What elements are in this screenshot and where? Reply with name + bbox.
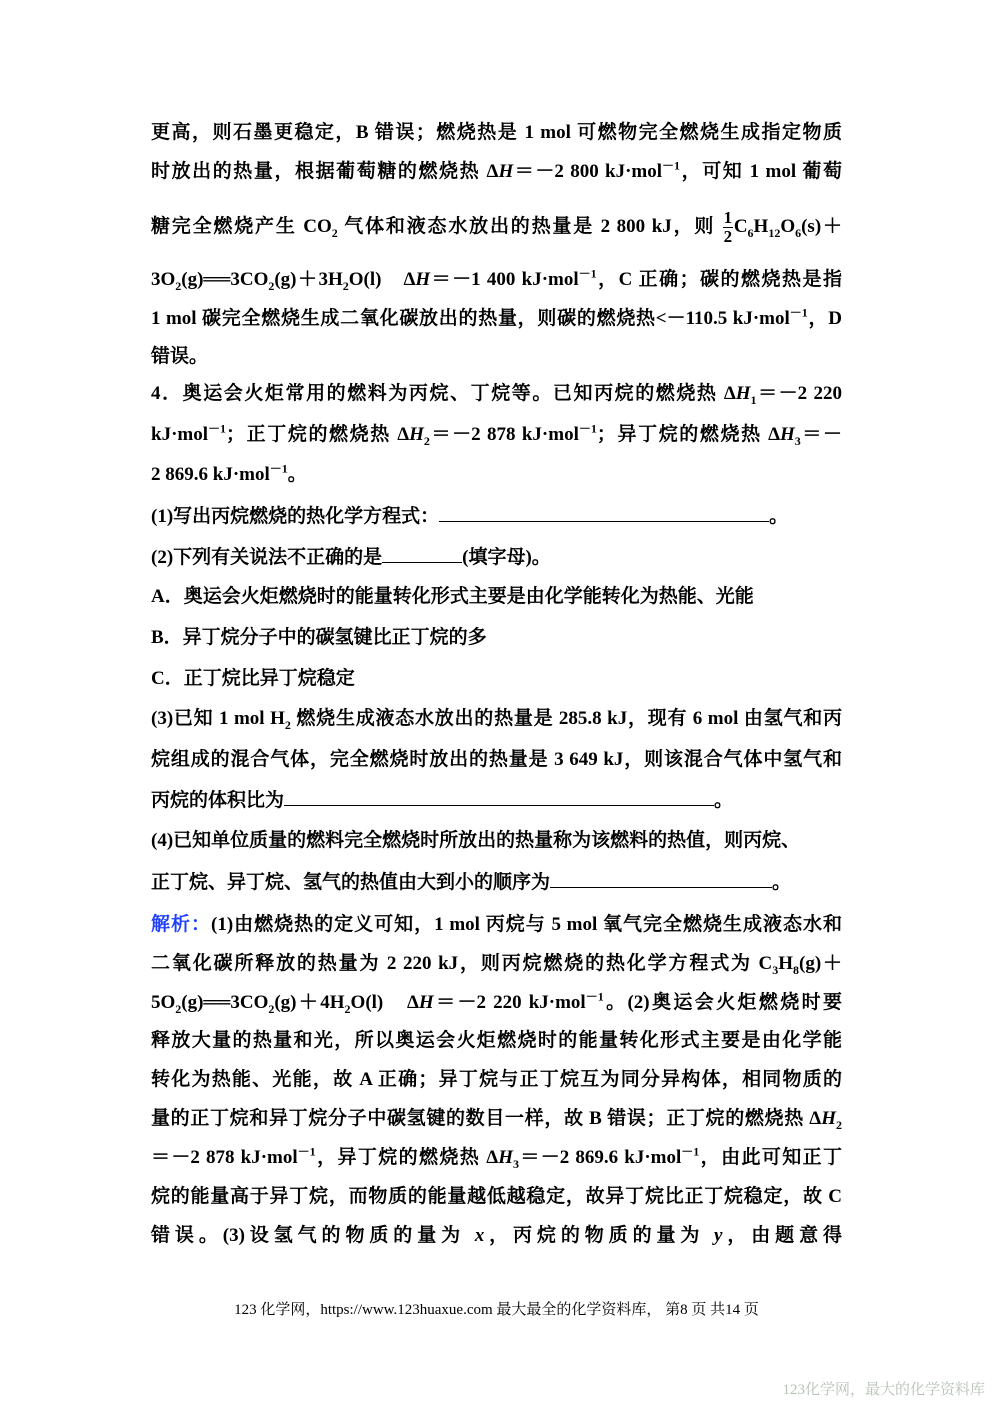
text-run: 4．奥运会火炬常用的燃料为丙烷、丁烷等。已知丙烷的燃烧热 Δ: [151, 383, 736, 404]
italic-symbol: H: [409, 424, 424, 445]
text-run: 。: [769, 506, 789, 527]
text-run: C．正丁烷比异丁烷稳定: [151, 668, 355, 689]
text-run: 释放大量的热量和光，所以奥运会火炬燃烧时的能量转化形式主要是由化学能: [151, 1030, 842, 1051]
text-line: [151, 120, 842, 146]
text-line: [151, 787, 842, 813]
watermark: 123化学网，最大的化学资料库: [782, 1382, 985, 1398]
text-line: [151, 747, 842, 773]
text-run: 转化为热能、光能，故 A 正确；异丁烷与正丁烷互为同分异构体，相同物质的: [151, 1069, 842, 1090]
italic-symbol: H: [498, 1147, 513, 1168]
text-run: 二氧化碳所释放的热量为 2 220 kJ，则丙烷燃烧的热化学方程式为 C: [151, 953, 773, 974]
text-run: 更高，则石墨更稳定，B 错误；燃烧热是 1 mol 可燃物完全燃烧生成指定物质: [151, 122, 842, 143]
answer-blank[interactable]: [284, 787, 714, 806]
subscript: 2: [836, 1117, 842, 1132]
text-run: C: [733, 216, 748, 237]
text-run: O: [780, 216, 796, 237]
answer-blank[interactable]: [550, 869, 772, 888]
answer-blank[interactable]: [382, 544, 462, 563]
text-run: 。: [287, 464, 307, 485]
text-run: ，D: [807, 308, 842, 329]
supscript: －1: [578, 266, 597, 281]
text-run: 气体和液态水放出的热量是 2 800 kJ，则: [337, 216, 722, 237]
text-run: ＝－2 220 kJ·mol: [433, 992, 586, 1013]
text-run: ＝－2 869.6 kJ·mol: [518, 1147, 682, 1168]
text-line: [151, 503, 842, 529]
text-run: 错误。(3)设氢气的物质的量为: [151, 1225, 475, 1246]
text-line: [151, 422, 842, 448]
text-line: [151, 306, 842, 332]
text-line: [151, 1028, 842, 1054]
supscript: －1: [269, 461, 288, 476]
text-run: 2 869.6 kJ·mol: [151, 464, 270, 485]
text-line: [151, 1184, 842, 1210]
text-run: ；异丁烷的燃烧热 Δ: [596, 424, 780, 445]
text-line: [151, 869, 842, 895]
text-run: 5O: [151, 992, 176, 1013]
text-run: 。: [772, 872, 792, 893]
italic-symbol: x: [474, 1225, 485, 1246]
text-run: (g)＋: [799, 953, 843, 974]
text-line: [151, 544, 842, 570]
subscript: 2: [175, 1001, 182, 1016]
subscript: 2: [268, 278, 275, 293]
supscript: －1: [585, 989, 604, 1004]
italic-symbol: H: [821, 1108, 836, 1129]
text-run: kJ·mol: [151, 424, 209, 445]
italic-symbol: H: [418, 992, 434, 1013]
text-run: H: [778, 953, 793, 974]
text-line: [151, 706, 842, 732]
text-run: ，由题意得: [722, 1225, 842, 1246]
supscript: －1: [297, 1144, 316, 1159]
text-line: [151, 951, 842, 977]
supscript: －1: [681, 1144, 700, 1159]
denominator: 2: [723, 227, 733, 247]
supscript: －1: [208, 421, 227, 436]
subscript: 3: [512, 1156, 519, 1171]
text-run: (1)由燃烧热的定义可知，1 mol 丙烷与 5 mol 氧气完全燃烧生成液态水和: [211, 914, 842, 935]
text-line: [151, 1106, 842, 1132]
text-run: ，可知 1 mol 葡萄: [680, 161, 842, 182]
subscript: 2: [344, 1001, 351, 1016]
supscript: －1: [662, 158, 681, 173]
text-run: 3O: [151, 269, 176, 290]
text-run: ＝－2 878 kJ·mol: [429, 424, 579, 445]
text-run: ，由此可知正丁: [699, 1147, 842, 1168]
text-run: 。: [714, 790, 734, 811]
text-line: [151, 381, 842, 407]
text-line: [151, 1223, 842, 1249]
text-run: 糖完全燃烧产生 CO: [151, 216, 332, 237]
text-run: ，异丁烷的燃烧热 Δ: [315, 1147, 499, 1168]
subscript: 3: [794, 433, 801, 448]
text-run: 烷组成的混合气体，完全燃烧时放出的热量是 3 649 kJ，则该混合气体中氢气和: [151, 749, 842, 770]
text-run: ＝－2 800 kJ·mol: [513, 161, 663, 182]
text-run: (g)＋3H: [274, 269, 343, 290]
text-run: 时放出的热量，根据葡萄糖的燃烧热 Δ: [151, 161, 499, 182]
text-run: ＝－1 400 kJ·mol: [430, 269, 579, 290]
text-line: [151, 625, 842, 651]
page-footer: 123 化学网，https://www.123huaxue.com 最大最全的化学资料库， 第8 页 共14 页: [234, 1302, 759, 1318]
text-run: O(l) Δ: [350, 992, 419, 1013]
subscript: 3: [772, 962, 779, 977]
text-line: [151, 666, 842, 692]
text-run: 正丁烷、异丁烷、氢气的热值由大到小的顺序为: [151, 872, 551, 893]
text-run: 量的正丁烷和异丁烷分子中碳氢键的数目一样，故 B 错误；正丁烷的燃烧热 Δ: [151, 1108, 822, 1129]
italic-symbol: H: [735, 383, 751, 404]
text-run: H: [753, 216, 769, 237]
text-run: ；正丁烷的燃烧热 Δ: [226, 424, 410, 445]
subscript: 12: [768, 225, 781, 240]
text-run: (1)写出丙烷燃烧的热化学方程式：: [151, 506, 440, 527]
fraction: [723, 209, 733, 246]
text-line: [151, 159, 842, 185]
text-line: [151, 267, 842, 293]
text-run: (g)══3CO: [181, 269, 269, 290]
text-run: O(l) Δ: [348, 269, 416, 290]
text-run: ＝－2 878 kJ·mol: [151, 1147, 298, 1168]
text-run: (3)已知 1 mol H: [151, 708, 285, 729]
text-run: (g)══3CO: [181, 992, 269, 1013]
subscript: 8: [793, 962, 799, 977]
italic-symbol: H: [779, 424, 795, 445]
text-run: ，丙烷的物质的量为: [484, 1225, 714, 1246]
text-run: 错误。: [151, 346, 209, 367]
analysis-label: 解析：: [151, 914, 211, 935]
text-run: ＝－2 220: [756, 383, 842, 404]
italic-symbol: H: [415, 269, 431, 290]
subscript: 2: [342, 278, 349, 293]
subscript: 6: [747, 225, 754, 240]
supscript: －1: [578, 421, 597, 436]
subscript: 2: [284, 717, 291, 732]
text-run: B．异丁烷分子中的碳氢键比正丁烷的多: [151, 627, 487, 648]
text-line: [151, 990, 842, 1016]
italic-symbol: y: [713, 1225, 723, 1246]
supscript: －1: [789, 305, 808, 320]
text-run: ，C 正确；碳的燃烧热是指: [596, 269, 842, 290]
text-line: [151, 912, 842, 938]
text-run: 。(2)奥运会火炬燃烧时要: [603, 992, 843, 1013]
text-line: [151, 1067, 842, 1093]
subscript: 1: [750, 392, 757, 407]
text-run: (2)下列有关说法不正确的是: [151, 547, 383, 568]
answer-blank[interactable]: [439, 503, 769, 522]
text-run: (s)＋: [801, 216, 842, 237]
text-line: [151, 584, 842, 610]
text-run: A．奥运会火炬燃烧时的能量转化形式主要是由化学能转化为热能、光能: [151, 586, 754, 607]
subscript: 6: [795, 225, 802, 240]
subscript: 2: [268, 1001, 275, 1016]
text-line: [151, 1145, 842, 1171]
subscript: 2: [331, 225, 338, 240]
text-run: (4)已知单位质量的燃料完全燃烧时所放出的热量称为该燃料的热值，则丙烷、: [151, 830, 801, 851]
italic-symbol: H: [498, 161, 514, 182]
numerator: 1: [723, 208, 733, 228]
text-run: 丙烷的体积比为: [151, 790, 285, 811]
text-run: ＝－: [800, 424, 842, 445]
text-run: (填字母)。: [462, 547, 551, 568]
text-run: (g)＋4H: [274, 992, 345, 1013]
text-run: 燃烧生成液态水放出的热量是 285.8 kJ，现有 6 mol 由氢气和丙: [290, 708, 842, 729]
text-run: 烷的能量高于异丁烷，而物质的能量越低越稳定，故异丁烷比正丁烷稳定，故 C: [151, 1186, 842, 1207]
text-line: [151, 828, 842, 854]
text-run: 1 mol 碳完全燃烧生成二氧化碳放出的热量，则碳的燃烧热<－110.5 kJ·mol: [151, 308, 790, 329]
text-line: [151, 462, 842, 488]
subscript: 2: [423, 433, 430, 448]
subscript: 2: [175, 278, 182, 293]
text-line: [151, 207, 842, 247]
text-line: [151, 344, 842, 370]
